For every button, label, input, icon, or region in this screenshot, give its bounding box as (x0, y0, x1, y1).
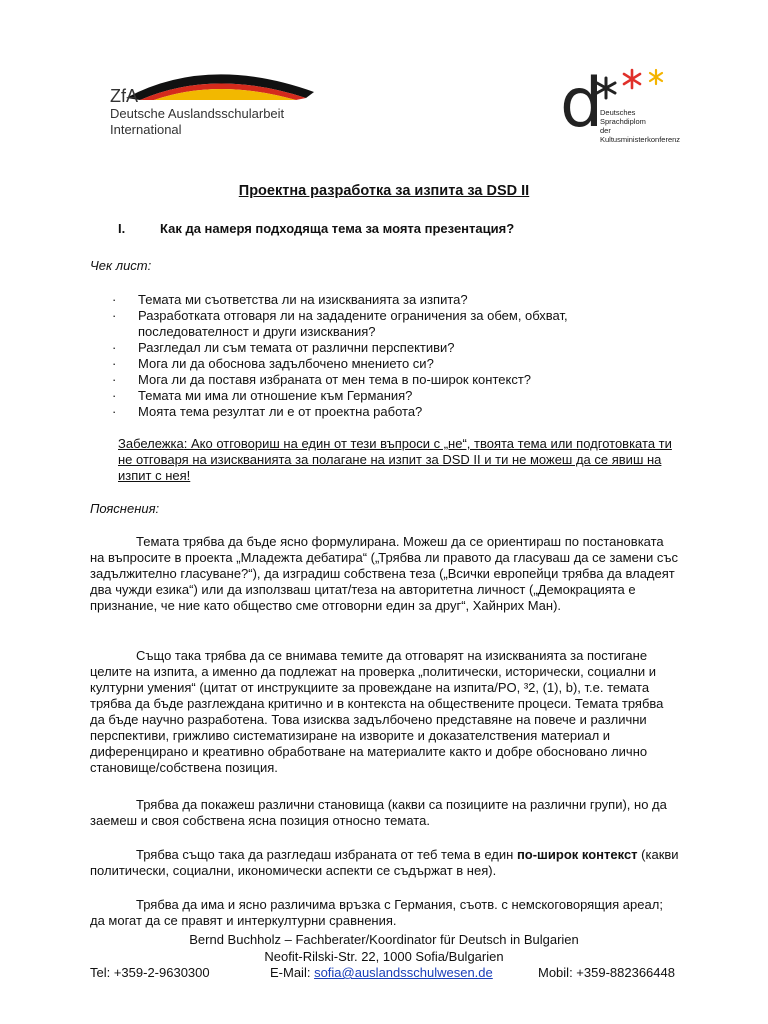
paragraph-3: Трябва да покажеш различни становища (какви са позициите на различни групи), но да заемеш и своя собствена ясна позиция относно темата. (90, 797, 667, 828)
footer-mobile: Mobil: +359-882366448 (538, 965, 675, 980)
list-item: · Мога ли да обосновa задълбочено мнението си? (112, 356, 434, 371)
list-item: · Разгледал ли съм темата от различни перспективи? (112, 340, 455, 355)
dsd-line2: Sprachdiplom (600, 117, 646, 126)
question-number: I. (118, 221, 126, 236)
list-item: · Моята тема резултат ли е от проектна работа? (112, 404, 423, 419)
list-item: · Мога ли да поставя избраната от мен тема в по-широк контекст? (112, 372, 532, 387)
dsd-caption (600, 108, 688, 144)
zfa-line2: International (110, 122, 182, 137)
list-item: · Темата ми съответства ли на изискванията за изпита? (112, 292, 468, 307)
zfa-arc-icon (118, 60, 318, 100)
list-item: · Темата ми има ли отношение към Германия? (112, 388, 413, 403)
paragraph-4: Трябва също така да разгледаш избраната от теб тема в един по-широк контекст (какви политически, социални, икономически аспекти се съдържат в нея). (90, 847, 679, 878)
footer-line1: Bernd Buchholz – Fachberater/Koordinator für Deutsch in Bulgarien (189, 932, 579, 947)
zfa-line1: Deutsche Auslandsschularbeit (110, 106, 285, 121)
note-text: : Ако отговориш на един от тези въпроси с „не“, твоята тема или подготовката ти не отговаря на изискванията за полагане на изпит за DSD II и ти не можеш да се явиш на изпит с нея! (118, 436, 672, 483)
list-item-continued: последователност и други изисквания? (138, 324, 376, 339)
dsd-line1: Deutsches (600, 108, 636, 117)
checklist-label: Чек лист: (90, 258, 152, 273)
footer-email: E-Mail: sofia@auslandsschulwesen.de (270, 965, 493, 980)
question-text: Как да намеря подходяща тема за моята презентация? (160, 221, 515, 236)
paragraph-4-bold: по-широк контекст (516, 847, 638, 862)
footer-line2: Neofit-Rilski-Str. 22, 1000 Sofia/Bulgarien (264, 949, 504, 964)
paragraph-1: Темата трябва да бъде ясно формулирана. Можеш да се ориентираш по постановката на въпросите в проекта „Младежта дебатира“ („Трябва ли правото да гласуваш да се замени със задължително гласуване?“), да изградиш собствена теза („Всички европейци трябва да владеят два чужди езика“) или да използваш цитат/теза на авторитетна личност („Демокрацията е признание, че ние като общество сме отговорни един за друг“, Хайнрих Ман). (90, 534, 679, 613)
email-link[interactable]: sofia@auslandsschulwesen.de (314, 965, 493, 980)
footer-tel: Tel: +359-2-9630300 (90, 965, 210, 980)
document-title: Проектна разработка за изпита за DSD II (238, 183, 530, 199)
note (118, 436, 678, 484)
dsd-logo (558, 64, 688, 152)
dsd-line3: der Kultusministerkonferenz (600, 126, 681, 144)
explanations-label: Пояснения: (90, 501, 160, 516)
paragraph-5: Трябва да има и ясно различима връзка с Германия, съотв. с немскоговорящия ареал; да могат да се правят и интеркултурни сравнения. (90, 897, 663, 928)
zfa-abbr: ZfA (110, 86, 139, 106)
dsd-letter: d (560, 64, 604, 143)
list-item: · Разработката отговаря ли на зададените ограничения за обем, обхват, (112, 308, 568, 323)
dsd-stars-icon (592, 64, 682, 104)
paragraph-2: Също така трябва да се внимава темите да отговарят на изискванията за постигане целите на изпита, а именно да подлежат на проверка „политически, исторически, социални и културни умения“ (цитат от инструкциите за провеждане на изпита/PO, ³2, (1), b), т.е. темата трябва да бъде разглеждана критично и в контекста на обществените процеси. Темата трябва да бъде научно разработена. Това изисква задълбочено представяне на повече и различни перспективи, грижливо систематизиране на изворите и доказателствения материал и диференцирано и креативно обработване на материалите както и добре обосновано лично становище/собствена позиция. (90, 648, 664, 775)
checklist (110, 292, 618, 420)
note-label: Забележка (118, 436, 184, 451)
zfa-logo (108, 60, 318, 142)
